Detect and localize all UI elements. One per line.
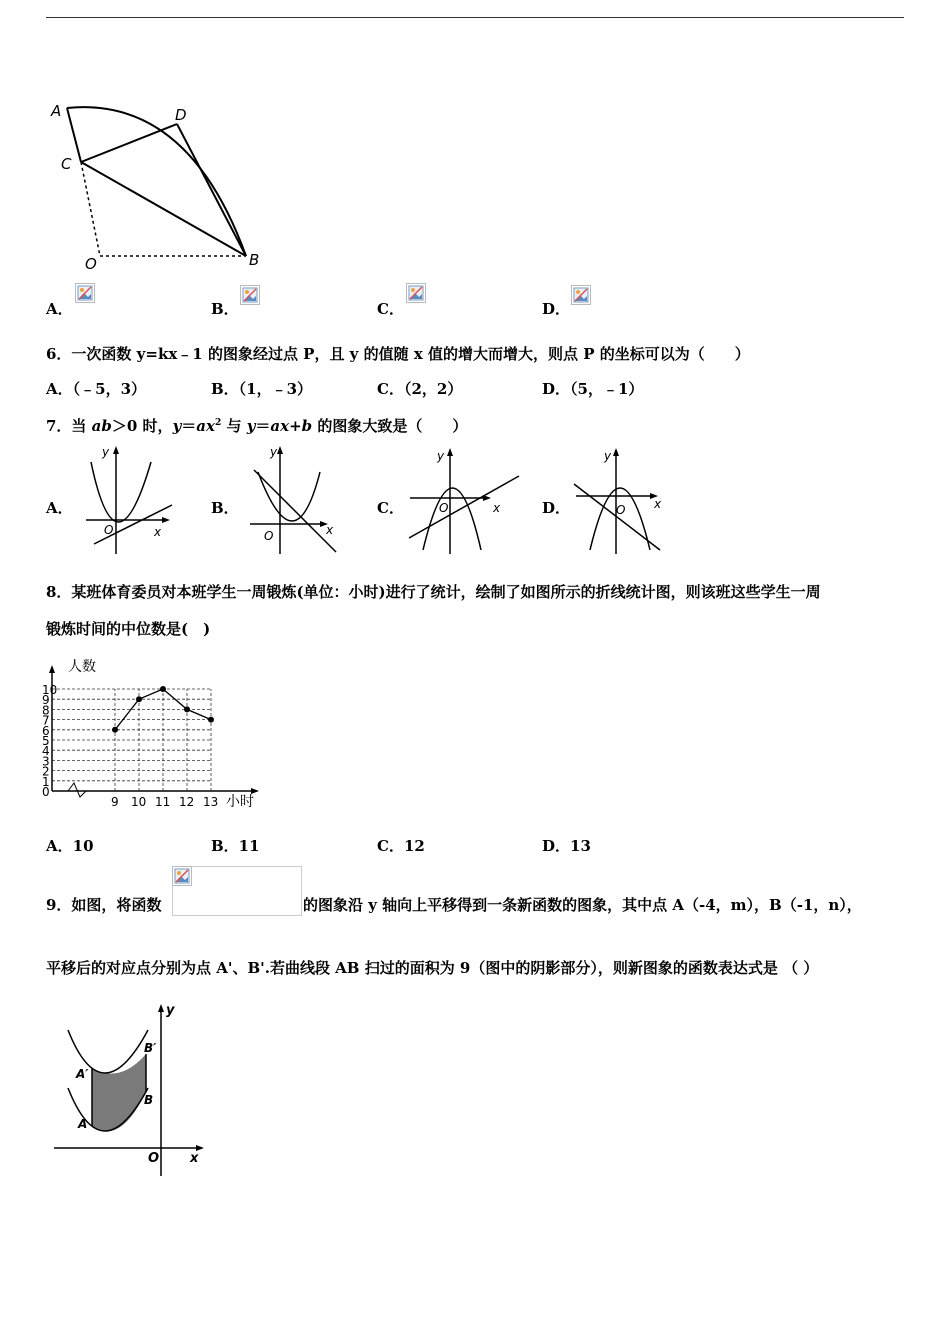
q9-stem-line2: 平移后的对应点分别为点 A'、B'.若曲线段 AB 扫过的面积为 9（图中的阴影部分），则新图象的函数表达式是 （ ） (46, 959, 819, 977)
chart-y-tick-label: 1 (42, 774, 50, 789)
svg-text:O: O (264, 529, 274, 543)
svg-text:x: x (493, 501, 501, 515)
q6-option-a[interactable]: A．（﹣5，3） (46, 380, 147, 398)
chart-y-tick-label: 9 (42, 693, 50, 708)
header-rule (46, 17, 904, 18)
chart-y-tick-label: 10 (42, 683, 58, 697)
q5-label-o: O (85, 255, 97, 273)
broken-image-icon (571, 285, 591, 305)
broken-image-icon (172, 866, 192, 886)
q9-stem-post: 的图象沿 y 轴向上平移得到一条新函数的图象，其中点 A（-4，m），B（-1，n）， (303, 896, 862, 914)
chart-x-tick-label: 11 (155, 795, 171, 809)
svg-text:A′: A′ (76, 1067, 89, 1081)
chart-x-tick-label: 9 (111, 795, 119, 809)
svg-text:y: y (102, 445, 110, 459)
svg-text:x: x (154, 525, 162, 539)
q7-option-d[interactable]: D． (542, 499, 571, 517)
svg-text:O: O (148, 1151, 160, 1166)
chart-y-tick-label: 5 (42, 734, 50, 748)
svg-text:x: x (326, 523, 334, 537)
svg-text:A: A (78, 1117, 88, 1131)
q5-option-b[interactable]: B． (211, 300, 239, 318)
broken-image-icon (75, 283, 95, 303)
q6-stem: 6．一次函数 y=kx﹣1 的图象经过点 P，且 y 的值随 x 值的增大而增大，则点 P 的坐标可以为（ ） (46, 345, 750, 363)
svg-text:y: y (604, 449, 612, 463)
broken-image-icon (240, 285, 260, 305)
q8-stem-line2: 锻炼时间的中位数是( ) (46, 620, 211, 638)
svg-text:O: O (439, 501, 449, 515)
q9-formula-image (172, 866, 302, 916)
chart-y-tick-label: 7 (42, 713, 50, 728)
broken-image-icon (406, 283, 426, 303)
chart-y-tick-label: 0 (42, 785, 50, 799)
svg-text:O: O (616, 503, 626, 517)
q6-option-c[interactable]: C．（2，2） (377, 380, 463, 398)
q8-option-b[interactable]: B．11 (211, 837, 260, 855)
chart-data-point (184, 706, 190, 712)
chart-data-point (160, 686, 166, 692)
q6-option-b[interactable]: B．（1，﹣3） (211, 380, 313, 398)
q8-line-chart (40, 655, 265, 815)
chart-data-point (136, 696, 142, 702)
q7-graph-b (240, 442, 350, 558)
svg-text:x: x (190, 1151, 199, 1166)
q7-option-a[interactable]: A． (46, 499, 73, 517)
q5-option-c[interactable]: C． (377, 300, 404, 318)
q5-label-a: A (51, 102, 62, 120)
chart-y-tick-label: 4 (42, 744, 50, 759)
chart-y-tick-label: 3 (42, 754, 50, 769)
chart-data-point (112, 727, 118, 733)
q5-option-d[interactable]: D． (542, 300, 571, 318)
q9-parabola-figure (50, 1000, 220, 1180)
q7-stem: 7．当 ab＞0 时，$y=ax^2$ 与 y＝ax+b 的图象大致是（ ） (46, 417, 468, 435)
q7-option-b[interactable]: B． (211, 499, 239, 517)
chart-x-tick-label: 13 (203, 795, 219, 809)
q5-label-b: B (249, 251, 260, 269)
q5-label-c: C (61, 155, 72, 173)
q5-sector-figure (48, 98, 268, 276)
q6-option-d[interactable]: D．（5，﹣1） (542, 380, 644, 398)
chart-y-tick-label: 8 (42, 703, 50, 718)
q7-graph-c (405, 446, 525, 558)
chart-x-tick-label: 12 (179, 795, 195, 809)
q7-graph-a (76, 442, 186, 558)
chart-data-point (208, 717, 214, 723)
q8-option-c[interactable]: C．12 (377, 837, 425, 855)
svg-text:x: x (654, 497, 662, 511)
svg-text:O: O (104, 523, 114, 537)
svg-text:y: y (437, 449, 445, 463)
svg-text:B′: B′ (144, 1041, 157, 1055)
q7-graph-d (570, 446, 670, 558)
q7-option-c[interactable]: C． (377, 499, 404, 517)
q8-option-d[interactable]: D．13 (542, 837, 591, 855)
svg-text:B: B (144, 1093, 154, 1107)
chart-x-tick-label: 10 (131, 795, 147, 809)
chart-y-tick-label: 6 (42, 723, 50, 738)
q8-stem-line1: 8．某班体育委员对本班学生一周锻炼(单位：小时)进行了统计，绘制了如图所示的折线统计图，则该班这些学生一周 (46, 583, 821, 601)
chart-xlabel: 小时 (226, 794, 254, 810)
q5-option-a[interactable]: A． (46, 300, 73, 318)
svg-text:y: y (270, 445, 278, 459)
q9-stem-pre: 9．如图，将函数 (46, 896, 162, 914)
chart-y-tick-label: 2 (42, 764, 50, 779)
chart-ylabel: 人数 (68, 659, 96, 675)
svg-text:y: y (166, 1003, 175, 1018)
q8-option-a[interactable]: A．10 (46, 837, 94, 855)
q5-label-d: D (175, 106, 187, 124)
